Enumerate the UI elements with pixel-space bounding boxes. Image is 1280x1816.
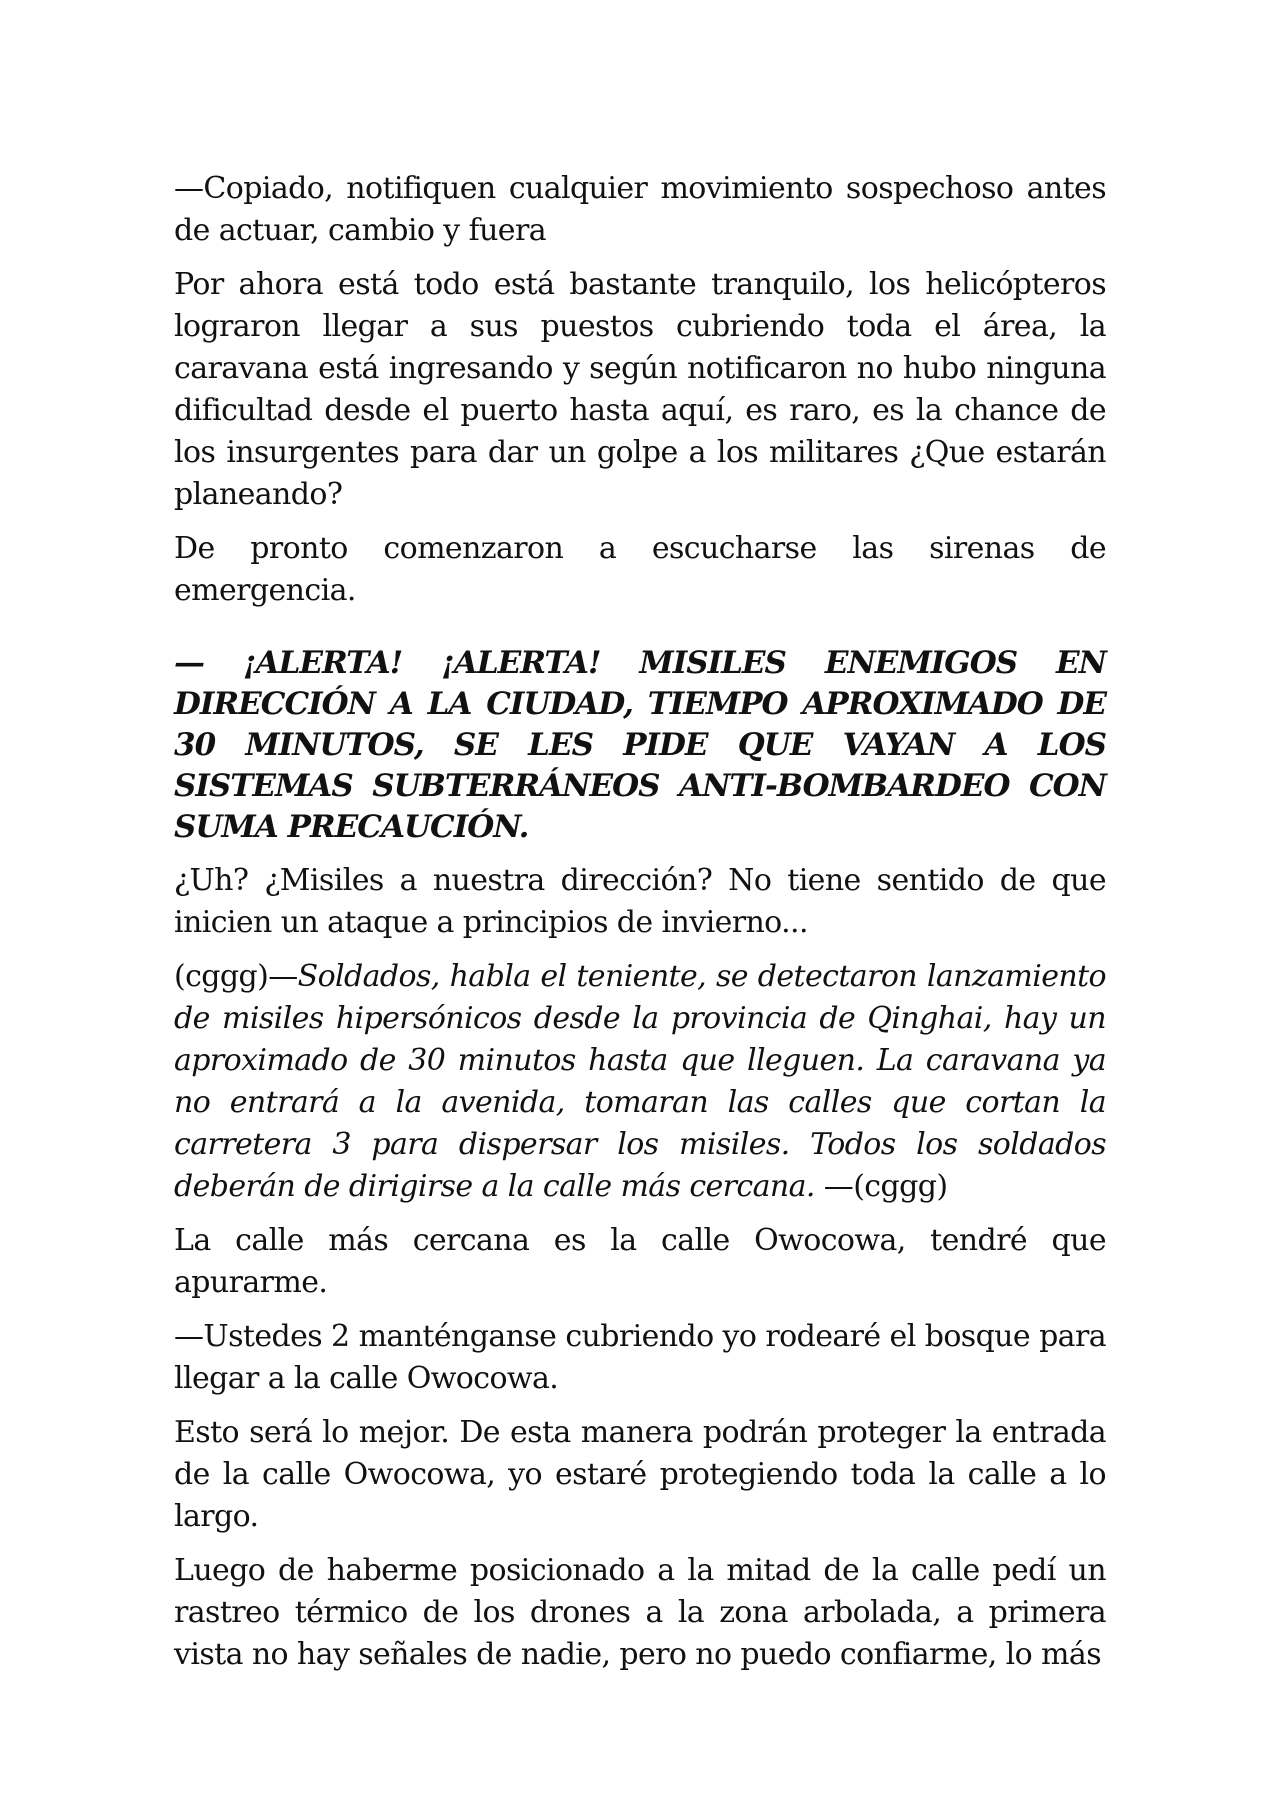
paragraph-7: La calle más cercana es la calle Owocowa, tendré que apurarme. [174,1223,1106,1300]
radio-suffix: —(cggg) [814,1169,948,1204]
paragraph-10: Luego de haberme posicionado a la mitad de la calle pedí un rastreo térmico de los drones a la zona arbolada, a primera vista no hay señales de nadie, pero no puedo confiarme, lo más [174,1553,1106,1672]
radio-prefix: (cggg)— [174,959,298,994]
paragraph-2: Por ahora está todo está bastante tranquilo, los helicópteros lograron llegar a sus puestos cubriendo toda el área, la caravana está ingresando y según notificaron no hubo ninguna dificultad desde el puerto hasta aquí, es raro, es la chance de los insurgentes para dar un golpe a los militares ¿Que estarán planeando? [174,267,1106,512]
paragraph-9: Esto será lo mejor. De esta manera podrán proteger la entrada de la calle Owocowa, yo estaré protegiendo toda la calle a lo largo. [174,1415,1106,1534]
paragraph-3: De pronto comenzaron a escucharse las sirenas de emergencia. [174,531,1106,608]
alert-announcement: — ¡ALERTA! ¡ALERTA! MISILES ENEMIGOS EN DIRECCIÓN A LA CIUDAD, TIEMPO APROXIMADO DE 30 MINUTOS, SE LES PIDE QUE VAYAN A LOS SISTEMAS SUBTERRÁNEOS ANTI-BOMBARDEO CON SUMA PRECAUCIÓN. [174,645,1106,845]
paragraph-8: —Ustedes 2 manténganse cubriendo yo rodearé el bosque para llegar a la calle Owocowa. [174,1319,1106,1396]
document-page [174,168,1106,1688]
paragraph-5: ¿Uh? ¿Misiles a nuestra dirección? No tiene sentido de que inicien un ataque a principios de invierno... [174,863,1106,940]
paragraph-1: —Copiado, notifiquen cualquier movimiento sospechoso antes de actuar, cambio y fuera [174,171,1106,248]
radio-transmission [174,956,1106,1208]
radio-message: Soldados, habla el teniente, se detectaron lanzamiento de misiles hipersónicos desde la provincia de Qinghai, hay un aproximado de 30 minutos hasta que lleguen. La caravana ya no entrará a la avenida, tomaran las calles que cortan la carretera 3 para dispersar los misiles. Todos los soldados deberán de dirigirse a la calle más cercana. [174,959,1106,1204]
